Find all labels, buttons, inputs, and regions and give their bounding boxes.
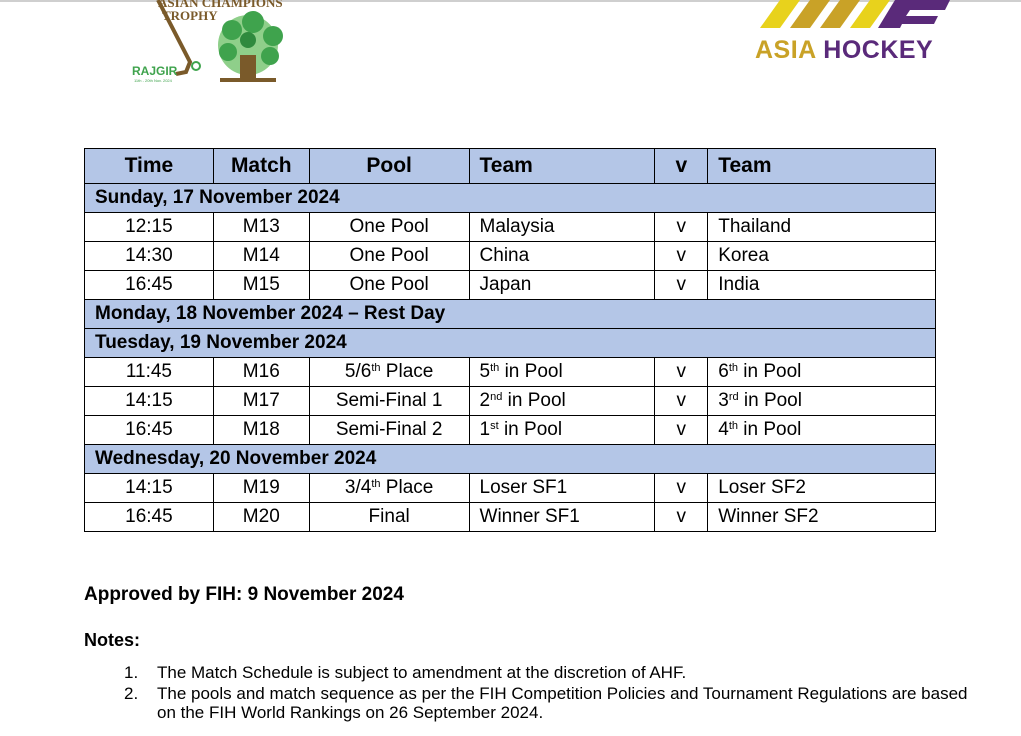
- approval-statement: Approved by FIH: 9 November 2024: [84, 584, 404, 605]
- svg-text:11th - 20th Nov. 2024: 11th - 20th Nov. 2024: [134, 78, 172, 83]
- table-row: 16:45 M15 One Pool Japan v India: [85, 271, 936, 300]
- table-row: 14:15 M19 3/4th Place Loser SF1 v Loser SF2: [85, 474, 936, 503]
- svg-text:ASIAN CHAMPIONS: ASIAN CHAMPIONS: [158, 0, 283, 10]
- table-row: 16:45 M18 Semi-Final 2 1st in Pool v 4th in Pool: [85, 416, 936, 445]
- day-row: Monday, 18 November 2024 – Rest Day: [85, 300, 936, 329]
- table-row: 14:15 M17 Semi-Final 1 2nd in Pool v 3rd in Pool: [85, 387, 936, 416]
- asia-hockey-wordmark: ASIA HOCKEY: [755, 36, 934, 64]
- header-versus: v: [655, 149, 708, 184]
- table-row: 16:45 M20 Final Winner SF1 v Winner SF2: [85, 503, 936, 532]
- svg-text:RAJGIR: RAJGIR: [132, 64, 178, 78]
- notes-list: [124, 663, 984, 724]
- day-row: Sunday, 17 November 2024: [85, 184, 936, 213]
- list-item: 2. The pools and match sequence as per the FIH Competition Policies and Tournament Regulations are based on the FIH World Rankings on 26 September 2024.: [124, 684, 968, 722]
- header-team-2: Team: [708, 149, 936, 184]
- table-row: 12:15 M13 One Pool Malaysia v Thailand: [85, 213, 936, 242]
- header-team-1: Team: [469, 149, 655, 184]
- header-time: Time: [85, 149, 214, 184]
- header-pool: Pool: [309, 149, 469, 184]
- asian-champions-trophy-logo: [128, 0, 303, 88]
- day-row: Wednesday, 20 November 2024: [85, 445, 936, 474]
- table-row: 14:30 M14 One Pool China v Korea: [85, 242, 936, 271]
- table-row: 11:45 M16 5/6th Place 5th in Pool v 6th in Pool: [85, 358, 936, 387]
- match-schedule-table: [84, 148, 936, 532]
- svg-text:TROPHY: TROPHY: [162, 8, 218, 23]
- table-header-row: [85, 149, 936, 184]
- list-item: 1. The Match Schedule is subject to amendment at the discretion of AHF.: [124, 663, 687, 682]
- day-row: Tuesday, 19 November 2024: [85, 329, 936, 358]
- header-match: Match: [213, 149, 309, 184]
- notes-heading: Notes:: [84, 630, 141, 650]
